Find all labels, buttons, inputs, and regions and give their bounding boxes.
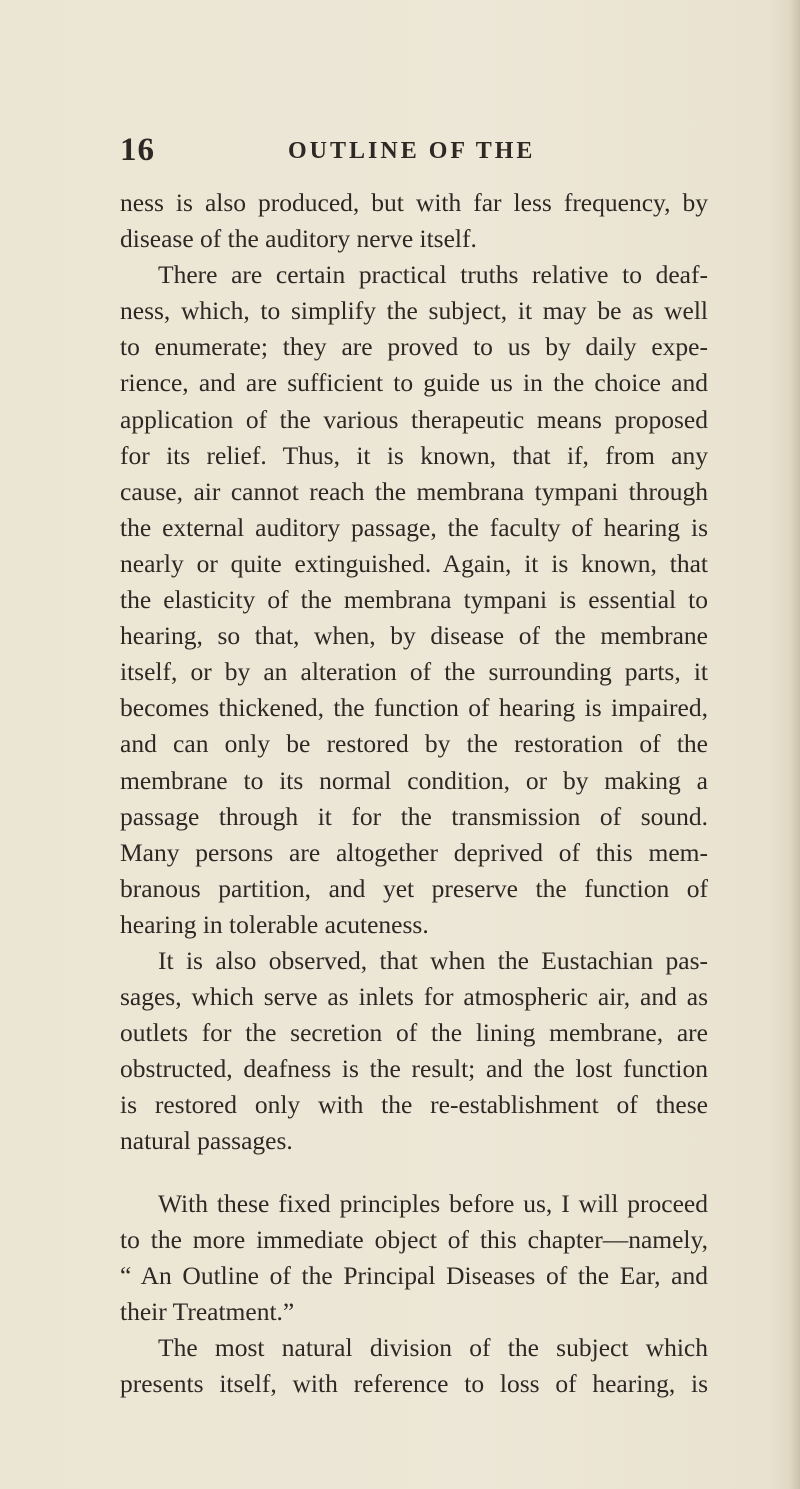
text-line: nearly or quite extinguished. Again, it is known, that xyxy=(120,548,708,578)
text-line: to the more immediate object of this chapter—namely, xyxy=(120,1224,708,1254)
paragraph xyxy=(120,1186,708,1330)
page-number: 16 xyxy=(120,132,155,168)
running-head xyxy=(120,132,720,172)
text-line: application of the various therapeutic means proposed xyxy=(120,404,708,434)
text-line: is restored only with the re-establishment of these xyxy=(120,1090,708,1120)
running-head-title: OUTLINE OF THE xyxy=(288,138,536,164)
text-line: outlets for the secretion of the lining membrane, are xyxy=(120,1018,708,1048)
text-line: With these fixed principles before us, I will proceed xyxy=(158,1188,708,1218)
text-line: the elasticity of the membrana tympani is essential to xyxy=(120,585,708,615)
text-line: “ An Outline of the Principal Diseases of the Ear, and xyxy=(120,1260,708,1290)
text-line: the external auditory passage, the faculty of hearing is xyxy=(120,512,708,542)
text-line: natural passages. xyxy=(120,1126,293,1156)
text-line: for its relief. Thus, it is known, that if, from any xyxy=(120,440,708,470)
text-line: There are certain practical truths relative to deaf- xyxy=(158,260,708,290)
text-line: rience, and are sufficient to guide us in the choice and xyxy=(120,368,708,398)
text-line: ness, which, to simplify the subject, it may be as well xyxy=(120,296,708,326)
text-line: obstructed, deafness is the result; and the lost function xyxy=(120,1054,708,1084)
paragraph xyxy=(120,185,708,257)
text-line: hearing, so that, when, by disease of the membrane xyxy=(120,621,708,651)
page-edge-shadow xyxy=(790,0,800,1489)
text-line: presents itself, with reference to loss of hearing, is xyxy=(120,1369,708,1398)
text-line: sages, which serve as inlets for atmospheric air, and as xyxy=(120,982,708,1012)
body-text xyxy=(120,185,708,1402)
paragraph xyxy=(120,943,708,1160)
text-line: their Treatment.” xyxy=(120,1296,295,1326)
text-line: hearing in tolerable acuteness. xyxy=(120,909,429,939)
text-line: It is also observed, that when the Eustachian pas- xyxy=(158,945,708,975)
text-line: and can only be restored by the restoration of the xyxy=(120,729,708,759)
text-line: cause, air cannot reach the membrana tympani through xyxy=(120,476,708,506)
text-line: becomes thickened, the function of hearing is impaired, xyxy=(120,693,708,723)
paragraph xyxy=(120,1330,708,1402)
text-line: ness is also produced, but with far less frequency, by xyxy=(120,188,708,217)
text-line: membrane to its normal condition, or by making a xyxy=(120,765,708,795)
text-line: itself, or by an alteration of the surrounding parts, it xyxy=(120,657,708,687)
text-line: The most natural division of the subject which xyxy=(158,1332,708,1362)
text-line: to enumerate; they are proved to us by daily expe- xyxy=(120,332,708,362)
text-line: passage through it for the transmission of sound. xyxy=(120,801,708,831)
paragraph xyxy=(120,257,708,943)
text-line: disease of the auditory nerve itself. xyxy=(120,224,477,254)
text-line: Many persons are altogether deprived of this mem- xyxy=(120,837,708,867)
text-line: branous partition, and yet preserve the function of xyxy=(120,873,708,903)
